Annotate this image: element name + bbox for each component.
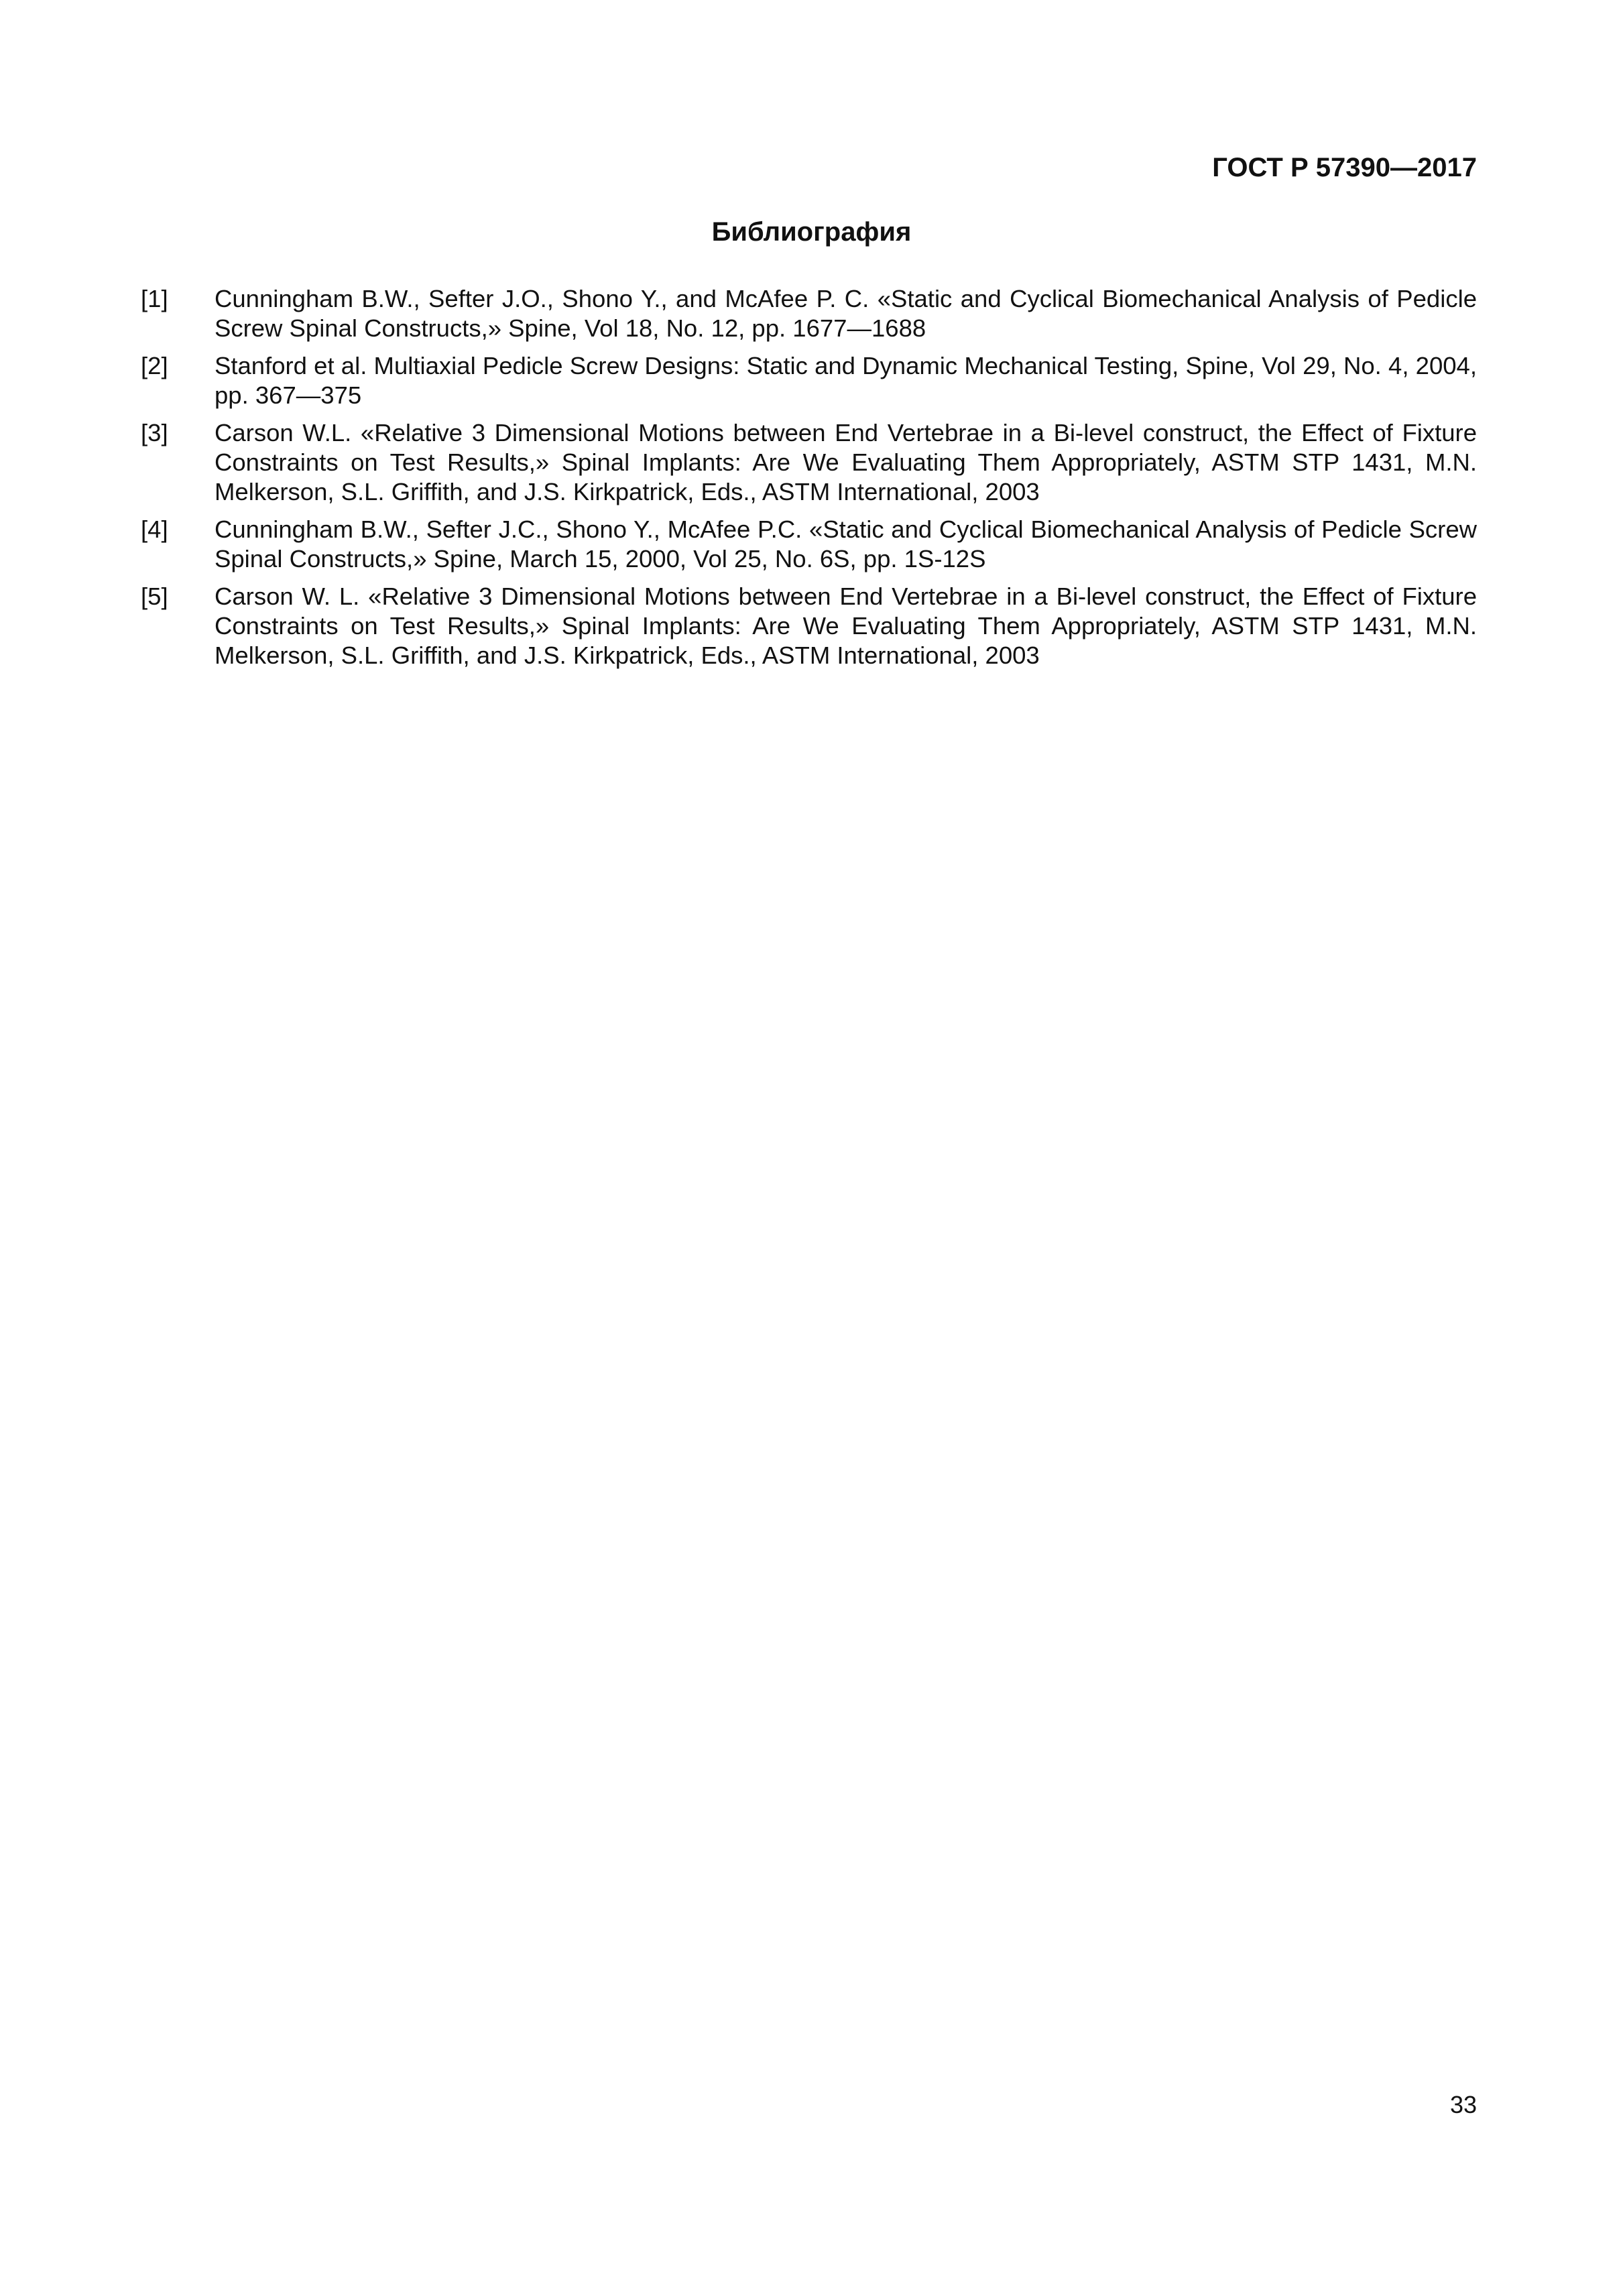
entry-text: Carson W. L. «Relative 3 Dimensional Motions between End Vertebrae in a Bi-level construct, the Effect of Fixture Constraints on Test Results,» Spinal Implants: Are We Evaluating Them Appropriately, ASTM STP 1431, M.N. Melkerson, S.L. Griffith, and J.S. Kirkpatrick, Eds., ASTM International, 2003 — [215, 583, 1477, 669]
entry-number: [4] — [141, 516, 168, 543]
bibliography-list — [141, 284, 1477, 678]
entry-text: Stanford et al. Multiaxial Pedicle Screw Designs: Static and Dynamic Mechanical Testing, Spine, Vol 29, No. 4, 2004, pp. 367—375 — [215, 352, 1477, 409]
bibliography-entry-1 — [141, 284, 1477, 343]
bibliography-title: Библиография — [711, 217, 912, 247]
entry-number: [5] — [141, 583, 168, 610]
entry-text: Carson W.L. «Relative 3 Dimensional Motions between End Vertebrae in a Bi-level construct, the Effect of Fixture Constraints on Test Results,» Spinal Implants: Are We Evaluating Them Appropriately, ASTM STP 1431, M.N. Melkerson, S.L. Griffith, and J.S. Kirkpatrick, Eds., ASTM International, 2003 — [215, 419, 1477, 505]
bibliography-entry-5 — [141, 582, 1477, 670]
entry-number: [2] — [141, 352, 168, 379]
bibliography-entry-4 — [141, 515, 1477, 574]
bibliography-entry-2 — [141, 351, 1477, 410]
entry-number: [1] — [141, 285, 168, 312]
entry-number: [3] — [141, 419, 168, 446]
entry-text: Cunningham B.W., Sefter J.O., Shono Y., and McAfee P. C. «Static and Cyclical Biomechanical Analysis of Pedicle Screw Spinal Constructs,» Spine, Vol 18, No. 12, pp. 1677—1688 — [215, 285, 1477, 342]
standard-number-header: ГОСТ Р 57390—2017 — [1212, 153, 1477, 182]
entry-text: Cunningham B.W., Sefter J.C., Shono Y., McAfee P.C. «Static and Cyclical Biomechanical Analysis of Pedicle Screw Spinal Constructs,» Spine, March 15, 2000, Vol 25, No. 6S, pp. 1S-12S — [215, 516, 1477, 572]
bibliography-entry-3 — [141, 418, 1477, 507]
page-number: 33 — [1449, 2091, 1477, 2118]
